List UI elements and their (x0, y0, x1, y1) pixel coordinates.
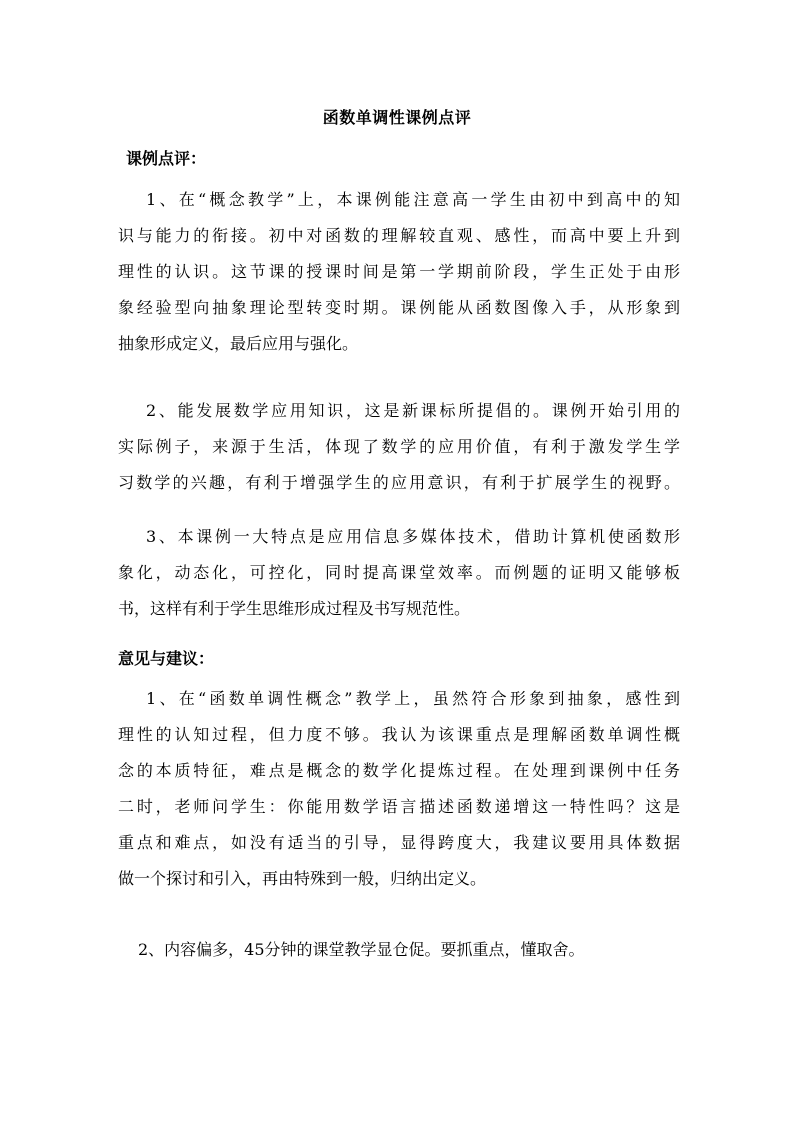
paragraph-line: 实际例子，来源于生活，体现了数学的应用价值，有利于激发学生学 (118, 437, 680, 456)
paragraph-line: 理性的认识。这节课的授课时间是第一学期前阶段，学生正处于由形 (118, 262, 680, 281)
paragraph-line: 习数学的兴趣，有利于增强学生的应用意识，有利于扩展学生的视野。 (118, 473, 680, 492)
section-heading-suggestions: 意见与建议： (118, 649, 215, 668)
paragraph-line: 1、在“函数单调性概念”教学上，虽然符合形象到抽象，感性到 (146, 689, 680, 708)
paragraph-line: 1、在“概念教学”上，本课例能注意高一学生由初中到高中的知 (146, 190, 680, 209)
paragraph-line: 抽象形成定义，最后应用与强化。 (118, 334, 359, 353)
paragraph-line: 2、内容偏多，45分钟的课堂教学显仓促。要抓重点，懂取舍。 (138, 940, 585, 959)
paragraph-line: 做一个探讨和引入，再由特殊到一般，归纳出定义。 (118, 869, 487, 888)
paragraph-line: 书，这样有利于学生思维形成过程及书写规范性。 (118, 599, 471, 618)
paragraph-line: 象经验型向抽象理论型转变时期。课例能从函数图像入手，从形象到 (118, 298, 680, 317)
paragraph-line: 识与能力的衔接。初中对函数的理解较直观、感性，而高中要上升到 (118, 226, 680, 245)
paragraph-line: 理性的认知过程，但力度不够。我认为该课重点是理解函数单调性概 (118, 725, 680, 744)
review-paragraph-3 (118, 519, 680, 627)
paragraph-line: 象化，动态化，可控化，同时提高课堂效率。而例题的证明又能够板 (118, 563, 680, 582)
paragraph-line: 2、能发展数学应用知识，这是新课标所提倡的。课例开始引用的 (146, 401, 680, 420)
review-paragraph-1 (118, 182, 680, 362)
section-heading-review: 课例点评： (126, 149, 207, 168)
paragraph-line: 3、本课例一大特点是应用信息多媒体技术，借助计算机使函数形 (146, 527, 680, 546)
suggestion-paragraph-2 (118, 932, 680, 968)
paragraph-line: 重点和难点，如没有适当的引导，显得跨度大，我建议要用具体数据 (118, 833, 680, 852)
document-title: 函数单调性课例点评 (322, 108, 472, 127)
paragraph-line: 二时，老师问学生：你能用数学语言描述函数递增这一特性吗？这是 (118, 797, 680, 816)
review-paragraph-2 (118, 393, 680, 501)
suggestion-paragraph-1 (118, 681, 680, 897)
paragraph-line: 念的本质特征，难点是概念的数学化提炼过程。在处理到课例中任务 (118, 761, 680, 780)
